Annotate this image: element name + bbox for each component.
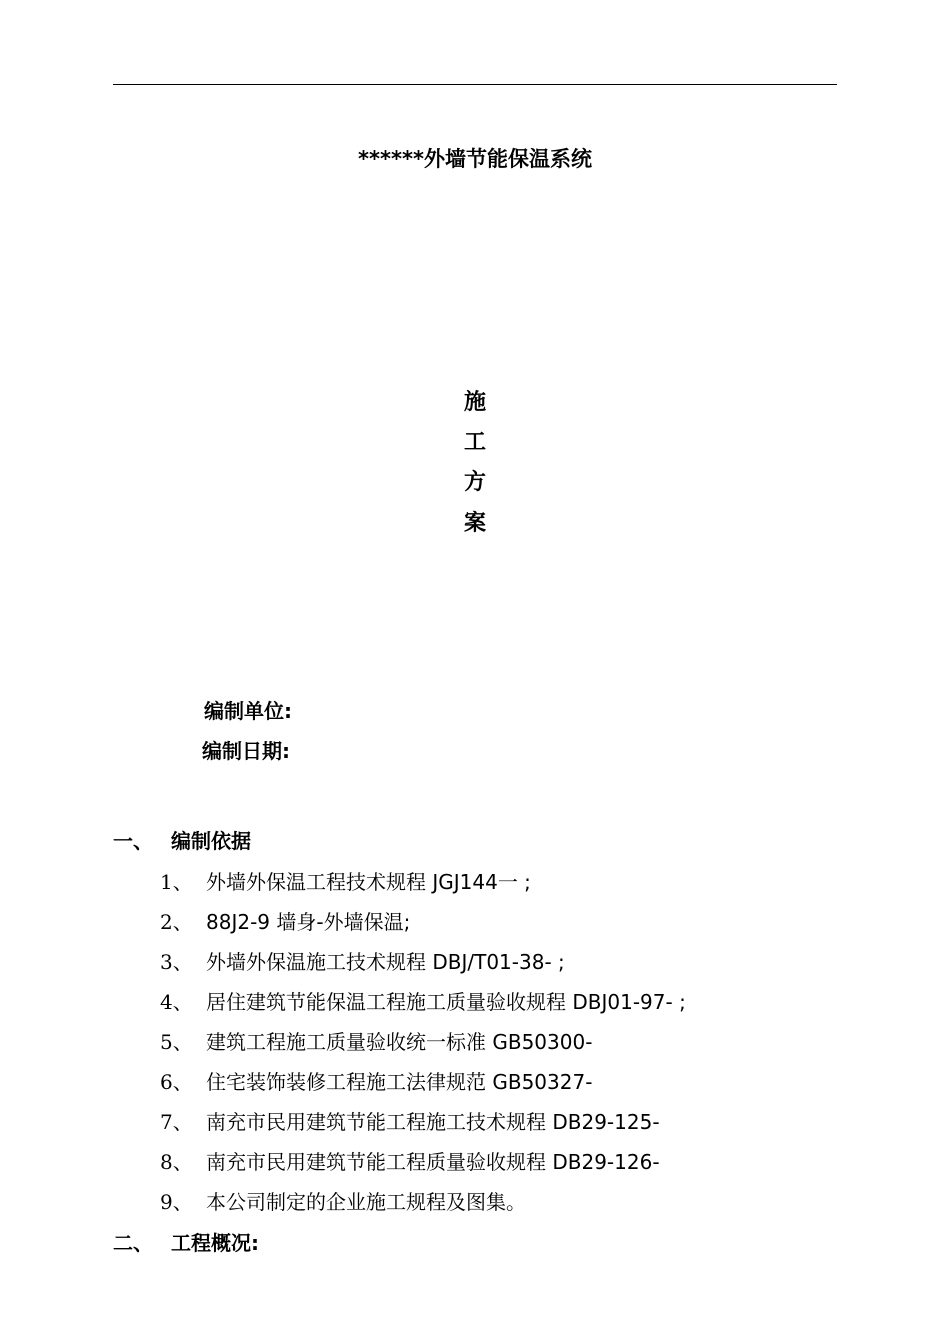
list-item-index: 4、 xyxy=(160,990,193,1014)
list-item xyxy=(160,1066,592,1095)
section-2-heading xyxy=(113,1227,259,1256)
subtitle-char-2: 工 xyxy=(463,430,486,455)
list-item-text: 南充市民用建筑节能工程施工技术规程 DB29-125- xyxy=(206,1110,660,1134)
subtitle-char-3: 方 xyxy=(463,470,486,495)
subtitle-char-4: 案 xyxy=(463,511,486,536)
list-item-text: 南充市民用建筑节能工程质量验收规程 DB29-126- xyxy=(206,1150,660,1174)
list-item-index: 8、 xyxy=(160,1150,193,1174)
list-item-index: 5、 xyxy=(160,1030,193,1054)
list-item-index: 7、 xyxy=(160,1110,193,1134)
section-2-title: 工程概况: xyxy=(171,1231,259,1255)
list-item xyxy=(160,1146,660,1175)
list-item xyxy=(160,986,686,1015)
list-item-index: 2、 xyxy=(160,910,193,934)
list-item-text: 外墙外保温施工技术规程 DBJ/T01-38- ; xyxy=(206,950,565,974)
list-item-text: 外墙外保温工程技术规程 JGJ144一 ; xyxy=(206,870,531,894)
list-item xyxy=(160,1026,592,1055)
list-item-index: 9、 xyxy=(160,1190,193,1214)
list-item xyxy=(160,1106,660,1135)
section-1-title: 编制依据 xyxy=(171,829,251,853)
list-item xyxy=(160,946,565,975)
section-2-number: 二、 xyxy=(113,1231,153,1255)
list-item-text: 88J2-9 墙身-外墙保温; xyxy=(206,910,411,934)
subtitle-char-1: 施 xyxy=(463,390,486,415)
compiling-unit-label: 编制单位: xyxy=(204,699,292,723)
list-item-text: 住宅装饰装修工程施工法律规范 GB50327- xyxy=(206,1070,593,1094)
header-rule xyxy=(113,84,837,85)
section-1-heading xyxy=(113,825,251,854)
list-item-index: 3、 xyxy=(160,950,193,974)
list-item-text: 建筑工程施工质量验收统一标准 GB50300- xyxy=(206,1030,593,1054)
list-item xyxy=(160,866,531,895)
list-item-text: 居住建筑节能保温工程施工质量验收规程 DBJ01-97- ; xyxy=(206,990,686,1014)
compiling-date-label: 编制日期: xyxy=(202,739,290,763)
list-item-text: 本公司制定的企业施工规程及图集。 xyxy=(206,1190,526,1214)
list-item xyxy=(160,1186,526,1215)
list-item-index: 6、 xyxy=(160,1070,193,1094)
section-1-number: 一、 xyxy=(113,829,153,853)
list-item xyxy=(160,906,410,935)
list-item-index: 1、 xyxy=(160,870,193,894)
document-title: ******外墙节能保温系统 xyxy=(358,147,592,171)
